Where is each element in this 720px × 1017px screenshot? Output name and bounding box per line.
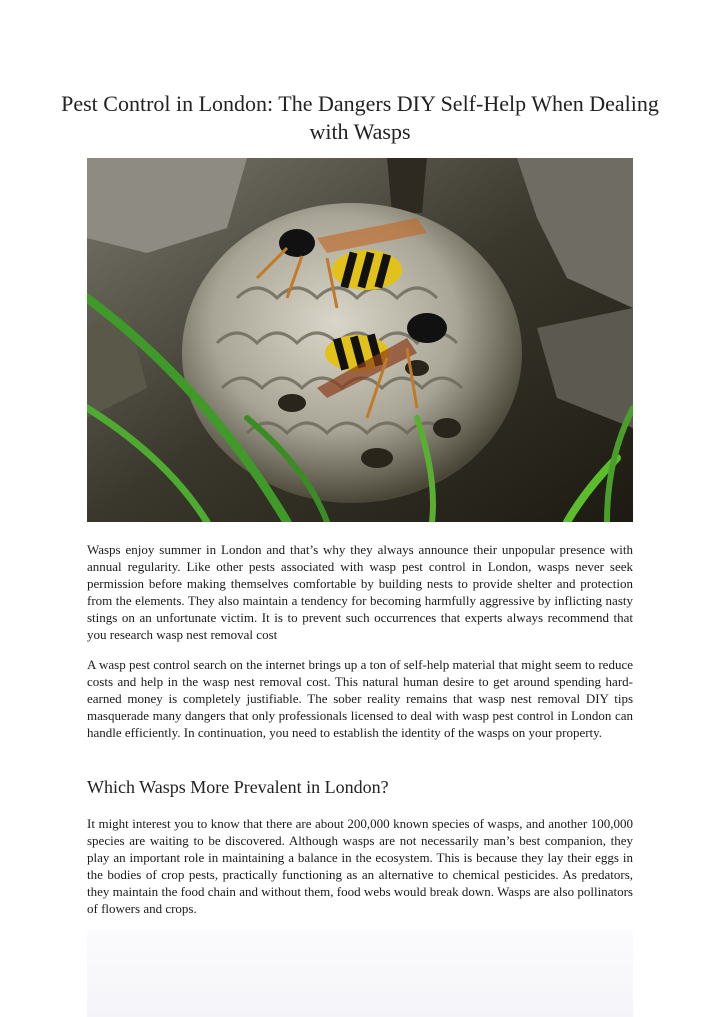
diy-paragraph: A wasp pest control search on the internet brings up a ton of self-help material that might seem to reduce costs and help in the wasp nest removal cost. This natural human desire to get around spending hard-earned money is completely justifiable. The sober reality remains that wasp nest removal DIY tips masquerade many dangers that only professionals licensed to deal with wasp pest control in London can handle efficiently. In continuation, you need to establish the identity of the wasps on your property. xyxy=(87,657,633,740)
page-title: Pest Control in London: The Dangers DIY Self-Help When Dealing with Wasps xyxy=(61,91,659,144)
page-footer-fade xyxy=(87,930,633,1017)
intro-paragraph: Wasps enjoy summer in London and that’s why they always announce their unpopular presence with annual regularity. Like other pests associated with wasp pest control in London, wasps never seek permission before making themselves comfortable by building nests to provide shelter and protection from the elements. They also maintain a tendency for becoming harmfully aggressive by inflicting nasty stings on an unfortunate victim. It is to prevent such occurrences that experts always recommend that you research wasp nest removal cost xyxy=(87,542,633,642)
section-paragraph: It might interest you to know that there are about 200,000 known species of wasps, and another 100,000 species are waiting to be discovered. Although wasps are not necessarily man’s best companion, they play an important role in maintaining a balance in the ecosystem. This is because they lay their eggs in the bodies of crop pests, practically functioning as an alternative to chemical pesticides. As predators, they maintain the food chain and without them, food webs would break down. Wasps are also pollinators of flowers and crops. xyxy=(87,816,633,916)
section-heading: Which Wasps More Prevalent in London? xyxy=(87,777,389,797)
wasp-nest-photo xyxy=(87,158,633,522)
